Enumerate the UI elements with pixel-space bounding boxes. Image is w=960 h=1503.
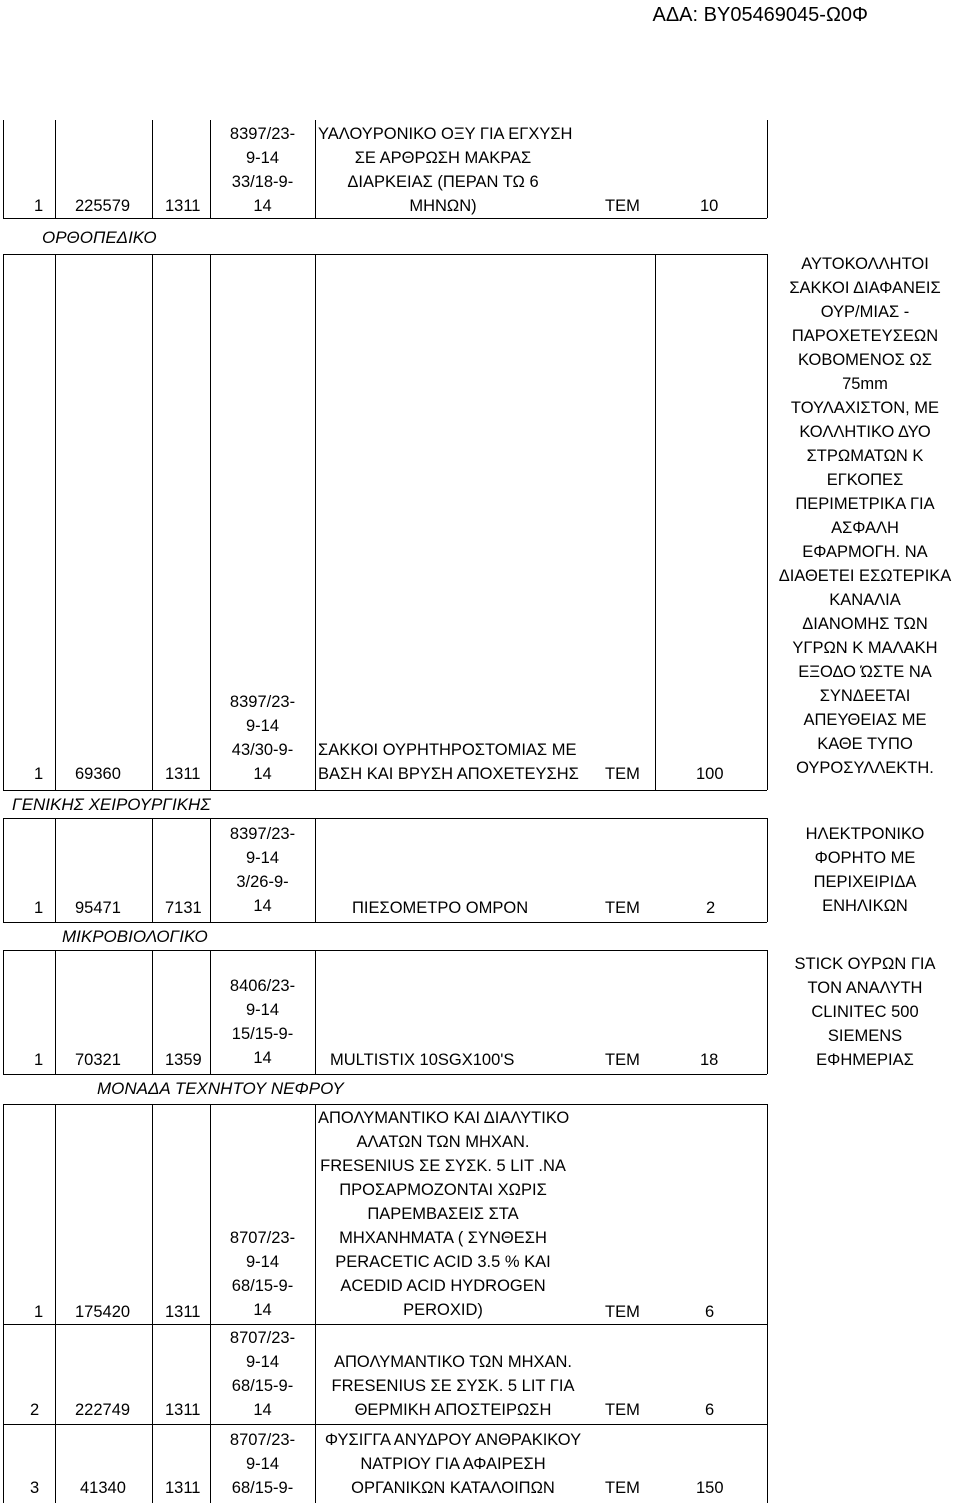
row-quantity: 18 xyxy=(700,1051,719,1069)
grid-line xyxy=(55,254,56,790)
row-aa: 3 xyxy=(30,1479,40,1497)
row-reference: 8397/23- 9-14 3/26-9- 14 xyxy=(229,825,296,915)
grid-line xyxy=(767,1104,768,1503)
note-line: ΣΥΝΔΕΕΤΑΙ xyxy=(819,687,911,705)
section-heading: ΓΕΝΙΚΗΣ ΧΕΙΡΟΥΡΓΙΚΗΣ xyxy=(12,795,211,814)
note-line: ΑΣΦΑΛΗ xyxy=(831,519,899,537)
row-reference: 8707/23- 9-14 68/15-9- xyxy=(229,1431,296,1497)
note-line: ΣΤΡΩΜΑΤΩΝ Κ xyxy=(806,447,924,465)
note-line: ΕΓΚΟΠΕΣ xyxy=(826,471,904,489)
note-line: ΕΦΗΜΕΡΙΑΣ xyxy=(816,1051,914,1069)
row-code: 41340 xyxy=(80,1479,126,1497)
note-line: STICK ΟΥΡΩΝ ΓΙΑ xyxy=(794,955,936,973)
note-line: ΑΥΤΟΚΟΛΛΗΤΟΙ xyxy=(801,255,929,273)
grid-line xyxy=(315,120,316,218)
row-category: 1311 xyxy=(165,1303,201,1321)
grid-line xyxy=(3,950,4,1074)
row-reference: 8707/23- 9-14 68/15-9- 14 xyxy=(229,1229,296,1319)
grid-line xyxy=(3,254,4,790)
note-line: ΕΞΟΔΟ ΏΣΤΕ ΝΑ xyxy=(798,663,932,681)
row-quantity: 6 xyxy=(705,1303,715,1321)
note-line: ΚΟΒΟΜΕΝΟΣ ΩΣ xyxy=(798,351,932,369)
row-unit: ΤΕΜ xyxy=(605,899,640,917)
row-description: ΑΠΟΛΥΜΑΝΤΙΚΟ ΤΩΝ ΜΗΧΑΝ. FRESENIUS ΣΕ ΣΥΣΚ. 5 LIT ΓΙΑ ΘΕΡΜΙΚΗ ΑΠΟΣΤΕΙΡΩΣΗ xyxy=(331,1353,575,1419)
row-category: 1311 xyxy=(165,1479,201,1497)
grid-line xyxy=(3,950,767,951)
note-line: ΠΕΡΙΜΕΤΡΙΚΑ ΓΙΑ xyxy=(795,495,935,513)
note-line: ΔΙΑΘΕΤΕΙ ΕΣΩΤΕΡΙΚΑ xyxy=(778,567,952,585)
row-quantity: 100 xyxy=(696,765,724,783)
note-line: ΕΦΑΡΜΟΓΗ. ΝΑ xyxy=(802,543,928,561)
grid-line xyxy=(3,1074,767,1075)
row-notes xyxy=(770,952,960,1072)
note-line: ΚΟΛΛΗΤΙΚΟ ΔΥΟ xyxy=(799,423,931,441)
grid-line xyxy=(3,218,767,219)
note-line: ΠΑΡΟΧΕΤΕΥΣΕΩΝ xyxy=(791,327,939,345)
row-quantity: 6 xyxy=(705,1401,715,1419)
grid-line xyxy=(3,1324,767,1325)
row-category: 1311 xyxy=(165,1401,201,1419)
row-category: 7131 xyxy=(165,899,202,917)
row-unit: ΤΕΜ xyxy=(605,1051,640,1069)
note-line: ΚΑΝΑΛΙΑ xyxy=(829,591,901,609)
note-line: ΚΑΘΕ ΤΥΠΟ xyxy=(817,735,913,753)
grid-line xyxy=(3,120,4,218)
row-quantity: 10 xyxy=(700,197,719,215)
grid-line xyxy=(767,254,768,790)
grid-line xyxy=(3,1104,767,1105)
note-line: ΕΝΗΛΙΚΩΝ xyxy=(822,897,908,915)
section-heading: ΜΙΚΡΟΒΙΟΛΟΓΙΚΟ xyxy=(62,927,208,946)
row-quantity: 150 xyxy=(696,1479,724,1497)
grid-line xyxy=(3,790,767,791)
note-line: SIEMENS xyxy=(827,1027,903,1045)
grid-line xyxy=(767,120,768,218)
row-aa: 1 xyxy=(34,765,44,783)
row-unit: ΤΕΜ xyxy=(605,1401,640,1419)
row-reference: 8397/23- 9-14 43/30-9- 14 xyxy=(229,693,296,783)
note-line: ΑΠΕΥΘΕΙΑΣ ΜΕ xyxy=(803,711,927,729)
grid-line xyxy=(55,818,56,922)
row-code: 69360 xyxy=(75,765,121,783)
row-code: 95471 xyxy=(75,899,121,917)
note-line: ΠΕΡΙΧΕΙΡΙΔΑ xyxy=(813,873,917,891)
document-ada-header: ΑΔΑ: ΒΥ05469045-Ω0Φ xyxy=(652,4,868,26)
row-description: MULTISTIX 10SGX100'S xyxy=(330,1051,515,1069)
row-reference: 8707/23- 9-14 68/15-9- 14 xyxy=(229,1329,296,1419)
grid-line xyxy=(315,1104,316,1503)
grid-line xyxy=(3,922,767,923)
grid-line xyxy=(3,818,767,819)
grid-line xyxy=(152,1104,153,1503)
row-aa: 2 xyxy=(30,1401,40,1419)
note-line: ΥΓΡΩΝ Κ ΜΑΛΑΚΗ xyxy=(792,639,938,657)
row-description: ΣΑΚΚΟΙ ΟΥΡΗΤΗΡΟΣΤΟΜΙΑΣ ΜΕ ΒΑΣΗ ΚΑΙ ΒΡΥΣΗ ΑΠΟΧΕΤΕΥΣΗΣ xyxy=(318,741,579,783)
row-notes xyxy=(770,822,960,918)
note-line: ΦΟΡΗΤΟ ΜΕ xyxy=(814,849,916,867)
row-code: 175420 xyxy=(75,1303,131,1321)
row-reference: 8397/23- 9-14 33/18-9- 14 xyxy=(229,125,296,215)
row-reference: 8406/23- 9-14 15/15-9- 14 xyxy=(229,977,296,1067)
grid-line xyxy=(55,1104,56,1503)
note-line: ΣΑΚΚΟΙ ΔΙΑΦΑΝΕΙΣ xyxy=(789,279,941,297)
note-line: ΤΟΥΛΑΧΙΣΤΟΝ, ΜΕ xyxy=(790,399,940,417)
row-quantity: 2 xyxy=(706,899,716,917)
grid-line xyxy=(767,818,768,922)
grid-line xyxy=(3,818,4,922)
row-aa: 1 xyxy=(34,899,44,917)
grid-line xyxy=(655,254,656,790)
grid-line xyxy=(152,120,153,218)
note-line: ΟΥΡΟΣΥΛΛΕΚΤΗ. xyxy=(796,759,934,777)
grid-line xyxy=(3,1104,4,1503)
note-line: ΤΟΝ ΑΝΑΛΥΤΗ xyxy=(807,979,923,997)
row-description: ΠΙΕΣΟΜΕΤΡΟ ΟΜΡΟΝ xyxy=(352,899,529,917)
section-heading: ΟΡΘΟΠΕΔΙΚΟ xyxy=(42,228,157,247)
grid-line xyxy=(55,120,56,218)
grid-line xyxy=(315,818,316,922)
note-line: ΟΥΡ/ΜΙΑΣ - xyxy=(820,303,910,321)
row-unit: ΤΕΜ xyxy=(605,1303,640,1321)
row-description: ΦΥΣΙΓΓΑ ΑΝΥΔΡΟΥ ΑΝΘΡΑΚΙΚΟΥ ΝΑΤΡΙΟΥ ΓΙΑ ΑΦΑΙΡΕΣΗ ΟΡΓΑΝΙΚΩΝ ΚΑΤΑΛΟΙΠΩΝ xyxy=(324,1431,582,1497)
row-category: 1311 xyxy=(165,197,201,215)
section-heading: ΜΟΝΑΔΑ ΤΕΧΝΗΤΟΥ ΝΕΦΡΟΥ xyxy=(97,1079,344,1098)
row-unit: ΤΕΜ xyxy=(605,765,640,783)
row-aa: 1 xyxy=(34,197,44,215)
grid-line xyxy=(152,818,153,922)
grid-line xyxy=(3,254,767,255)
grid-line xyxy=(3,1424,767,1425)
note-line: CLINITEC 500 xyxy=(811,1003,919,1021)
grid-line xyxy=(55,950,56,1074)
row-aa: 1 xyxy=(34,1051,44,1069)
row-category: 1359 xyxy=(165,1051,202,1069)
grid-line xyxy=(152,950,153,1074)
row-description: ΑΠΟΛΥΜΑΝΤΙΚΟ ΚΑΙ ΔΙΑΛΥΤΙΚΟ ΑΛΑΤΩΝ ΤΩΝ ΜΗΧΑΝ. FRESENIUS ΣΕ ΣΥΣΚ. 5 LIT .ΝΑ ΠΡΟΣΑΡΜΟΖΟΝΤΑΙ ΧΩΡΙΣ ΠΑΡΕΜΒΑΣΕΙΣ ΣΤΑ ΜΗΧΑΝΗΜΑΤΑ ( ΣΥΝΘΕΣΗ PERACETIC ACID 3.5 % ΚΑΙ ACEDID ACID HYDROGEN PEROXID) xyxy=(318,1109,570,1319)
note-line: ΗΛΕΚΤΡΟΝΙΚΟ xyxy=(805,825,925,843)
note-line: 75mm xyxy=(842,375,888,393)
row-code: 222749 xyxy=(75,1401,131,1419)
grid-line xyxy=(315,950,316,1074)
note-line: ΔΙΑΝΟΜΗΣ ΤΩΝ xyxy=(802,615,928,633)
grid-line xyxy=(315,254,316,790)
row-code: 225579 xyxy=(75,197,131,215)
row-aa: 1 xyxy=(34,1303,44,1321)
row-unit: ΤΕΜ xyxy=(605,1479,640,1497)
row-code: 70321 xyxy=(75,1051,121,1069)
row-unit: ΤΕΜ xyxy=(605,197,640,215)
grid-line xyxy=(767,950,768,1074)
row-category: 1311 xyxy=(165,765,201,783)
row-notes xyxy=(770,252,960,780)
row-description: ΥΑΛΟΥΡΟΝΙΚΟ ΟΞΥ ΓΙΑ ΕΓΧΥΣΗ ΣΕ ΑΡΘΡΩΣΗ ΜΑΚΡΑΣ ΔΙΑΡΚΕΙΑΣ (ΠΕΡΑΝ ΤΩ 6 ΜΗΝΩΝ) xyxy=(318,125,573,215)
grid-line xyxy=(152,254,153,790)
